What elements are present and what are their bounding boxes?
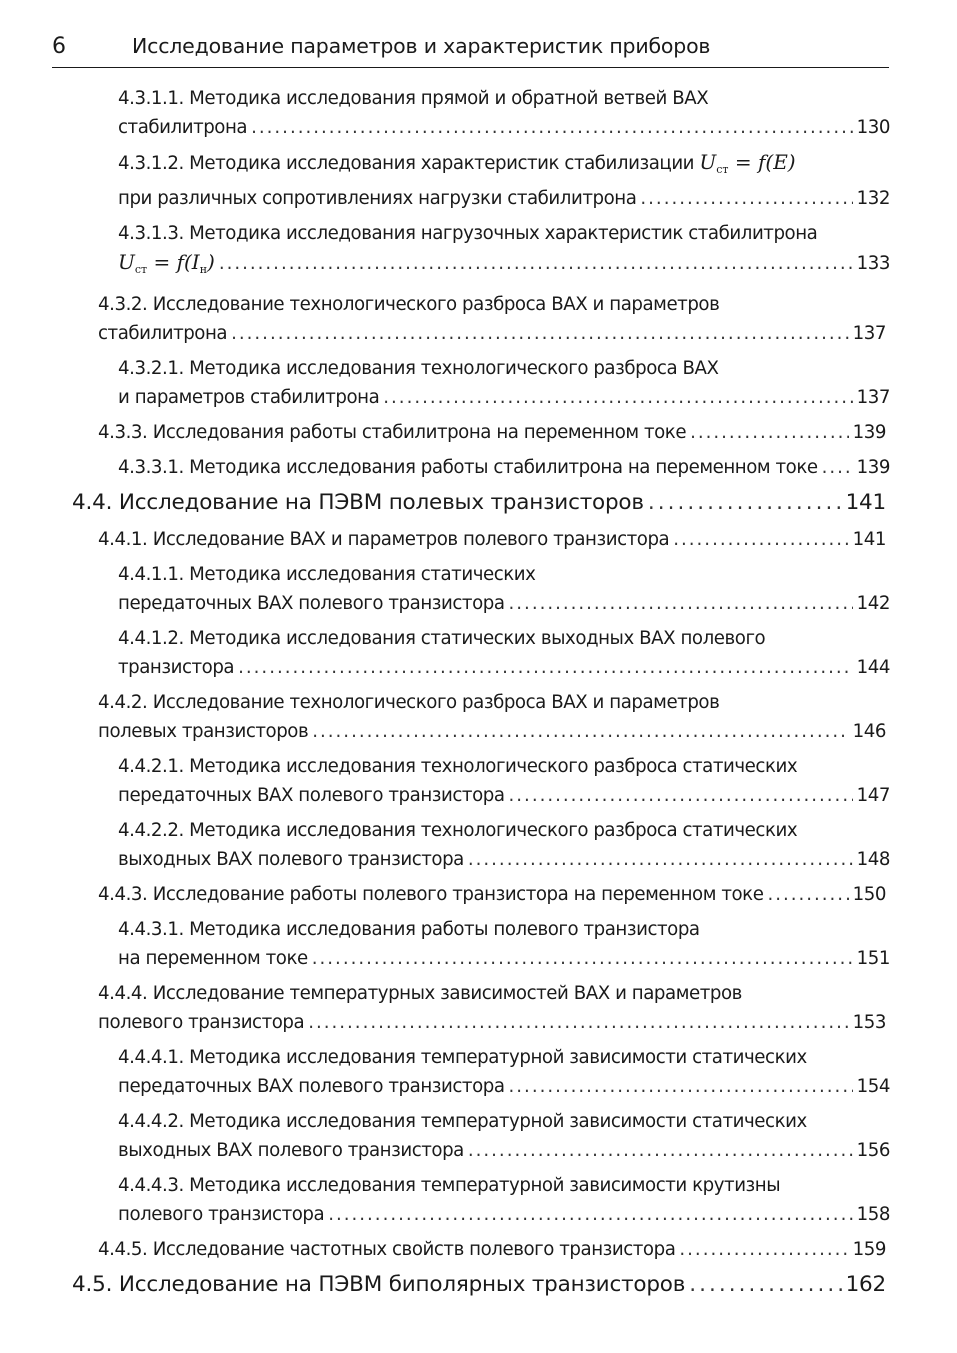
toc-page-number: 130 [856,117,890,138]
toc-entry-4-4-3-1[interactable] [118,915,890,973]
dot-leader [468,845,853,874]
toc-entry-4-4-5[interactable] [98,1235,886,1264]
page-number: 6 [52,34,66,59]
toc-page-number: 141 [845,490,886,515]
toc-entry-title: 4.4.1. Исследование ВАХ и параметров полевого транзистора [98,529,670,550]
toc-page-number: 150 [852,884,886,905]
toc-entry-title: 4.4.3. Исследование работы полевого транзистора на переменном токе [98,884,764,905]
toc-section-title: 4.5. Исследование на ПЭВМ биполярных транзисторов [72,1272,686,1297]
toc-entry-4-4-2-2[interactable] [118,816,890,874]
toc-entry-4-3-2[interactable] [98,290,886,348]
toc-entry-title: 4.4.2.1. Методика исследования технологического разброса статических [118,756,798,777]
toc-entry-title: 4.3.3.1. Методика исследования работы стабилитрона на переменном токе [118,457,818,478]
toc-entry-4-4-3[interactable] [98,880,886,909]
dot-leader [767,880,848,909]
toc-page-number: 159 [852,1239,886,1260]
dot-leader [251,113,853,142]
formula-ust-fe: $U_{ст} = f(E)$ [699,150,796,176]
toc-page-number: 146 [852,721,886,742]
toc-entry-4-4[interactable] [72,488,886,518]
toc-entry-title-cont: полевого транзистора [98,1012,305,1033]
table-of-contents [0,84,957,1307]
toc-entry-title-cont: полевых транзисторов [98,721,309,742]
dot-leader [690,418,849,447]
dot-leader [219,249,853,278]
toc-entry-title-cont: на переменном токе [118,948,308,969]
toc-entry-title-cont: передаточных ВАХ полевого транзистора [118,593,505,614]
toc-page-number: 137 [856,387,890,408]
toc-entry-title: 4.4.2.2. Методика исследования технологического разброса статических [118,820,798,841]
toc-entry-title: 4.4.4.2. Методика исследования температурной зависимости статических [118,1111,807,1132]
toc-page-number: 133 [856,253,890,274]
toc-page-number: 154 [856,1076,890,1097]
toc-entry-title-cont: выходных ВАХ полевого транзистора [118,849,464,870]
toc-entry-title: 4.3.1.1. Методика исследования прямой и обратной ветвей ВАХ [118,88,709,109]
dot-leader [689,1270,841,1300]
toc-entry-4-4-4-3[interactable] [118,1171,890,1229]
dot-leader [383,383,852,412]
toc-entry-title: 4.4.4.3. Методика исследования температурной зависимости крутизны [118,1175,781,1196]
toc-entry-4-3-1-1[interactable] [118,84,890,142]
toc-entry-title-cont: транзистора [118,657,235,678]
toc-page-number: 142 [856,593,890,614]
toc-entry-4-4-1-2[interactable] [118,624,890,682]
formula-ust-fin: $U_{ст} = f(I_н)$ [118,250,215,276]
toc-entry-4-4-4-2[interactable] [118,1107,890,1165]
toc-entry-title: 4.4.5. Исследование частотных свойств полевого транзистора [98,1239,676,1260]
toc-page-number: 144 [856,657,890,678]
running-title: Исследование параметров и характеристик приборов [132,34,711,58]
dot-leader [648,488,842,518]
toc-entry-title: 4.4.3.1. Методика исследования работы полевого транзистора [118,919,700,940]
dot-leader [822,453,853,482]
dot-leader [328,1200,852,1229]
dot-leader [312,944,853,973]
toc-page-number: 139 [856,457,890,478]
header-rule [52,67,889,68]
toc-page-number: 137 [852,323,886,344]
toc-entry-4-4-1[interactable] [98,525,886,554]
toc-page-number: 156 [856,1140,890,1161]
toc-entry-title: 4.3.1.2. Методика исследования характеристик стабилизации [118,153,695,174]
toc-entry-title: 4.4.4.1. Методика исследования температурной зависимости статических [118,1047,807,1068]
toc-entry-4-4-1-1[interactable] [118,560,890,618]
dot-leader [673,525,848,554]
toc-entry-4-4-2[interactable] [98,688,886,746]
toc-entry-title: 4.3.1.3. Методика исследования нагрузочных характеристик стабилитрона [118,223,818,244]
dot-leader [509,589,853,618]
toc-page-number: 141 [852,529,886,550]
toc-entry-title: 4.4.1.1. Методика исследования статических [118,564,536,585]
toc-entry-title: 4.3.2.1. Методика исследования технологического разброса ВАХ [118,358,719,379]
toc-entry-title-cont: и параметров стабилитрона [118,387,380,408]
toc-entry-4-4-2-1[interactable] [118,752,890,810]
toc-entry-4-3-3[interactable] [98,418,886,447]
toc-page-number: 147 [856,785,890,806]
toc-entry-4-4-4[interactable] [98,979,886,1037]
dot-leader [640,184,852,213]
toc-entry-4-3-1-2[interactable] [118,148,890,213]
toc-entry-title: 4.4.4. Исследование температурных зависимостей ВАХ и параметров [98,983,742,1004]
dot-leader [231,319,849,348]
toc-entry-title-cont: полевого транзистора [118,1204,325,1225]
toc-entry-title: 4.4.2. Исследование технологического разброса ВАХ и параметров [98,692,720,713]
toc-entry-title-cont: при различных сопротивлениях нагрузки стабилитрона [118,188,637,209]
toc-entry-title-cont: выходных ВАХ полевого транзистора [118,1140,464,1161]
dot-leader [679,1235,848,1264]
toc-entry-title-cont: передаточных ВАХ полевого транзистора [118,1076,505,1097]
dot-leader [312,717,848,746]
toc-entry-title-cont: стабилитрона [98,323,228,344]
toc-entry-title: 4.4.1.2. Методика исследования статических выходных ВАХ полевого [118,628,766,649]
toc-entry-4-5[interactable] [72,1270,886,1300]
toc-entry-4-3-3-1[interactable] [118,453,890,482]
toc-entry-4-3-2-1[interactable] [118,354,890,412]
toc-entry-title: 4.3.2. Исследование технологического разброса ВАХ и параметров [98,294,720,315]
toc-entry-4-4-4-1[interactable] [118,1043,890,1101]
toc-page-number: 139 [852,422,886,443]
toc-page-number: 158 [856,1204,890,1225]
toc-entry-title-cont: передаточных ВАХ полевого транзистора [118,785,505,806]
toc-section-title: 4.4. Исследование на ПЭВМ полевых транзисторов [72,490,644,515]
toc-page-number: 148 [856,849,890,870]
dot-leader [509,1072,853,1101]
toc-entry-title: 4.3.3. Исследования работы стабилитрона на переменном токе [98,422,687,443]
toc-page-number: 151 [856,948,890,969]
toc-entry-title-cont: стабилитрона [118,117,248,138]
toc-page-number: 153 [852,1012,886,1033]
toc-page-number: 132 [856,188,890,209]
dot-leader [509,781,853,810]
toc-page-number: 162 [845,1272,886,1297]
toc-entry-4-3-1-3[interactable] [118,219,890,284]
dot-leader [308,1008,848,1037]
dot-leader [238,653,852,682]
dot-leader [468,1136,853,1165]
